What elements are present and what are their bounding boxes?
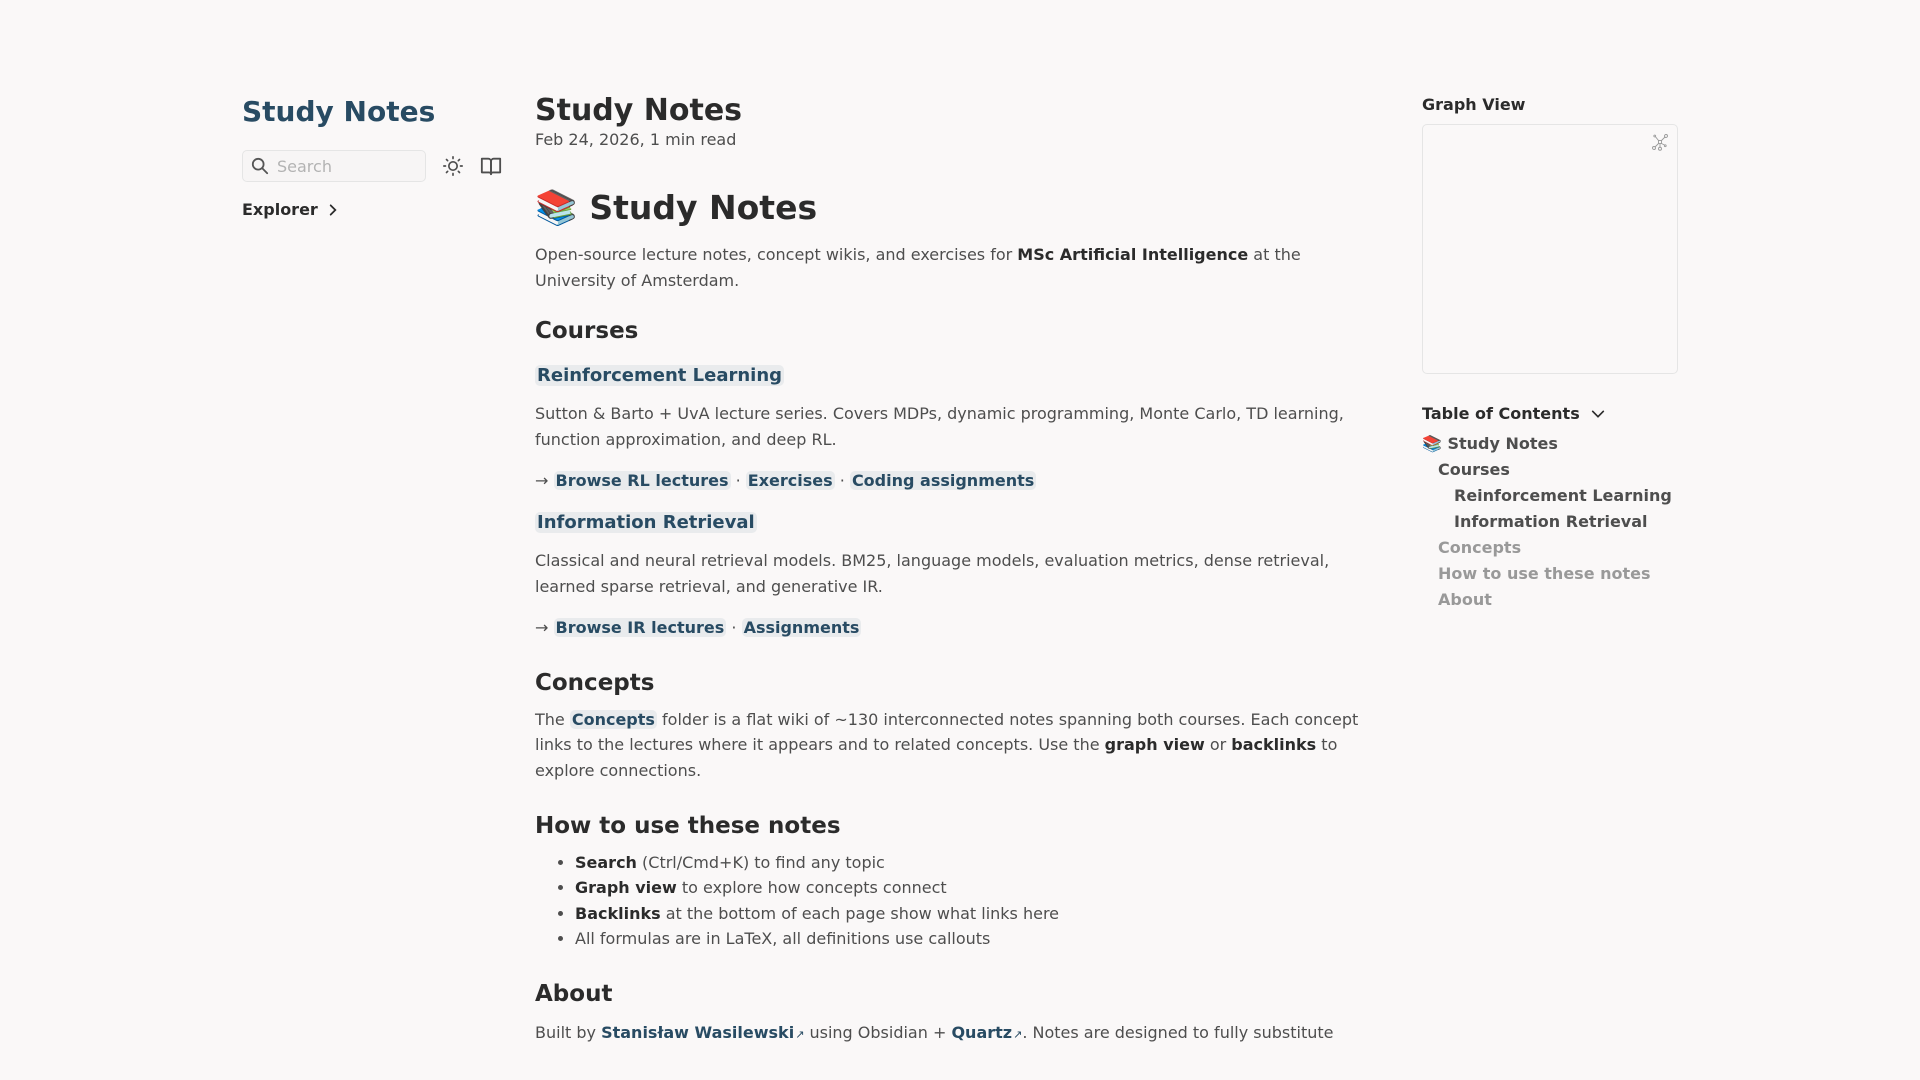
explorer-label: Explorer [242, 200, 318, 219]
howto-heading: How to use these notes [535, 812, 841, 839]
search-placeholder: Search [277, 156, 332, 176]
graph-view-canvas[interactable] [1422, 124, 1678, 374]
toc-item-information-retrieval[interactable]: Information Retrieval [1454, 512, 1648, 531]
article [535, 92, 1365, 1048]
browse-rl-lectures-link[interactable]: Browse RL lectures [555, 471, 729, 491]
chevron-down-icon [1590, 406, 1606, 422]
text: to explore connections. [535, 735, 1338, 780]
intro-bold: MSc Artificial Intelligence [1017, 245, 1249, 264]
intro-paragraph [535, 242, 1365, 293]
separator: · [731, 618, 737, 638]
toc-item-study-notes[interactable]: 📚 Study Notes [1422, 434, 1558, 453]
article-heading [535, 186, 1365, 230]
reader-mode-toggle[interactable] [480, 155, 502, 177]
item-text: at the bottom of each page show what links here [660, 903, 1060, 923]
list-item [575, 926, 1365, 952]
concepts-folder-link[interactable]: Concepts [571, 709, 655, 729]
external-link-icon: ↗ [1013, 1027, 1023, 1041]
toc-item-courses[interactable]: Courses [1438, 460, 1510, 479]
item-text: to explore how concepts connect [676, 878, 947, 898]
courses-heading: Courses [535, 318, 639, 345]
book-icon [480, 155, 502, 177]
search-icon [251, 157, 269, 175]
rl-course-link[interactable]: Reinforcement Learning [537, 365, 783, 387]
page-meta: Feb 24, 2026, 1 min read [535, 130, 737, 149]
explorer-toggle[interactable] [242, 200, 502, 219]
global-graph-button[interactable] [1651, 133, 1669, 155]
books-icon: 📚 [535, 188, 578, 228]
text: or [1204, 735, 1232, 755]
text: using Obsidian + [804, 1022, 952, 1042]
toc-item-how-to-use[interactable]: How to use these notes [1438, 564, 1651, 583]
graph-view-bold: graph view [1104, 735, 1205, 755]
browse-ir-lectures-link[interactable]: Browse IR lectures [555, 618, 725, 638]
arrow: → [535, 471, 549, 491]
separator: · [839, 471, 845, 491]
text: Built by [535, 1022, 602, 1042]
rl-links [535, 468, 1365, 494]
list-item [575, 875, 1365, 901]
external-link-icon: ↗ [795, 1027, 805, 1041]
graph-icon [1651, 133, 1669, 151]
search-input[interactable] [242, 150, 426, 182]
rl-description: Sutton & Barto + UvA lecture series. Covers MDPs, dynamic programming, Monte Carlo, TD learning, function approximation, and deep RL. [535, 404, 1344, 449]
howto-list [575, 850, 1365, 952]
sun-icon [443, 156, 463, 176]
rl-exercises-link[interactable]: Exercises [747, 471, 833, 491]
text: . Notes are designed to fully substitute [1022, 1022, 1334, 1042]
item-text: (Ctrl/Cmd+K) to find any topic [636, 852, 885, 872]
toc-heading: Table of Contents [1422, 404, 1580, 423]
graph-view-heading: Graph View [1422, 95, 1526, 114]
item-bold: Backlinks [575, 903, 661, 923]
separator: · [735, 471, 741, 491]
list-item [575, 901, 1365, 927]
toc-toggle[interactable] [1422, 404, 1678, 423]
text: folder is a flat wiki of ~130 interconnected notes spanning both courses. Each concept links to the lectures where it appears and to related concepts. Use the [535, 709, 1359, 755]
chevron-right-icon [326, 203, 340, 217]
ir-course-link[interactable]: Information Retrieval [537, 511, 755, 533]
ir-assignments-link[interactable]: Assignments [743, 618, 860, 638]
toc-item-about[interactable]: About [1438, 590, 1492, 609]
list-item [575, 850, 1365, 876]
page-title: Study Notes [535, 93, 743, 128]
backlinks-bold: backlinks [1231, 735, 1317, 755]
about-heading: About [535, 980, 613, 1007]
author-link[interactable]: Stanisław Wasilewski [601, 1022, 795, 1042]
toc-list [1422, 431, 1678, 613]
about-paragraph [535, 1020, 1365, 1048]
concepts-paragraph [535, 707, 1365, 784]
article-heading-text: Study Notes [589, 188, 818, 227]
intro-text-end: at the University of Amsterdam. [535, 245, 1301, 290]
darkmode-toggle[interactable] [442, 155, 464, 177]
text: The [535, 709, 570, 729]
toc-item-reinforcement-learning[interactable]: Reinforcement Learning [1454, 486, 1672, 505]
ir-links [535, 615, 1365, 641]
item-bold: Search [575, 852, 637, 872]
ir-description: Classical and neural retrieval models. BM25, language models, evaluation metrics, dense retrieval, learned sparse retrieval, and generative IR. [535, 550, 1330, 596]
toc-item-concepts[interactable]: Concepts [1438, 538, 1522, 557]
item-text: All formulas are in LaTeX, all definitions use callouts [575, 929, 991, 949]
rl-coding-assignments-link[interactable]: Coding assignments [851, 471, 1035, 491]
concepts-heading: Concepts [535, 669, 655, 696]
site-title-link[interactable]: Study Notes [242, 95, 436, 128]
arrow: → [535, 618, 549, 638]
left-sidebar [242, 94, 502, 219]
right-sidebar [1422, 94, 1678, 613]
intro-text: Open-source lecture notes, concept wikis, and exercises for [535, 245, 1018, 264]
item-bold: Graph view [575, 878, 677, 898]
quartz-link[interactable]: Quartz [951, 1022, 1013, 1042]
